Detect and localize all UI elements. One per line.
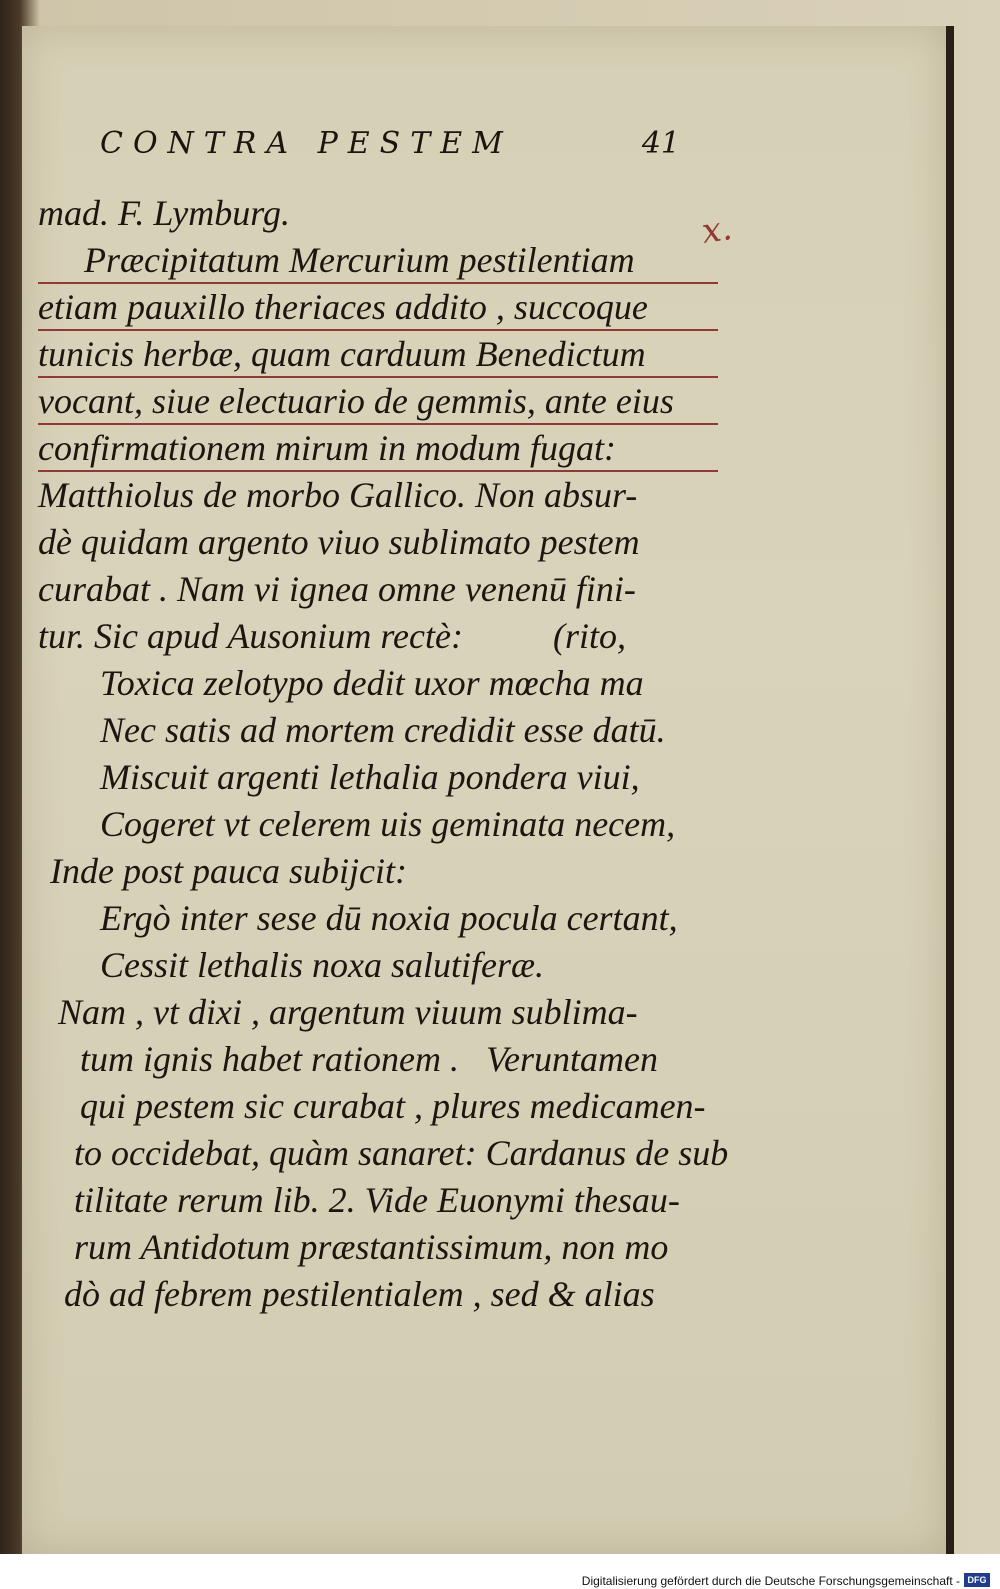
text-line-underlined: Præcipitatum Mercurium pestilentiam (38, 237, 718, 284)
text-line: Inde post pauca subijcit: (50, 851, 407, 891)
text-line: tum ignis habet rationem . Veruntamen (80, 1039, 658, 1079)
body-text (38, 190, 729, 1318)
text-line-underlined: etiam pauxillo theriaces addito , succoque (38, 284, 718, 331)
verse-line: Nec satis ad mortem credidit esse datū. (100, 710, 666, 750)
text-line: Matthiolus de morbo Gallico. Non absur- (38, 475, 638, 515)
page-header (100, 126, 680, 166)
text-line: Nam , vt dixi , argentum viuum sublima- (58, 992, 638, 1032)
handwritten-margin-note: x. (699, 208, 735, 252)
text-line: curabat . Nam vi ignea omne venenū fini- (38, 569, 636, 609)
running-head: CONTRA PESTEM (100, 126, 513, 161)
verse-line: Cogeret vt celerem uis geminata necem, (100, 804, 676, 844)
text-line: dò ad febrem pestilentialem , sed & alias (64, 1274, 655, 1314)
text-line: to occidebat, quàm sanaret: Cardanus de sub (74, 1133, 729, 1173)
text-line: dè quidam argento viuo sublimato pestem (38, 522, 640, 562)
text-line: qui pestem sic curabat , plures medicamen- (80, 1086, 706, 1126)
verse-line: Toxica zelotypo dedit uxor mœcha ma (100, 663, 644, 703)
dfg-logo: DFG (964, 1573, 990, 1587)
text-line: mad. F. Lymburg. (38, 193, 290, 233)
text-line-underlined: vocant, siue electuario de gemmis, ante eius (38, 378, 718, 425)
text-line: tilitate rerum lib. 2. Vide Euonymi thesau- (74, 1180, 680, 1220)
text-line: tur. Sic apud Ausonium rectè: (rito, (38, 616, 626, 656)
text-line: rum Antidotum præstantissimum, non mo (74, 1227, 669, 1267)
verse-line: Miscuit argenti lethalia pondera viui, (100, 757, 640, 797)
text-line-underlined: tunicis herbæ, quam carduum Benedictum (38, 331, 718, 378)
verse-line: Cessit lethalis noxa salutiferæ. (100, 945, 545, 985)
page-number: 41 (641, 126, 680, 161)
text-line-underlined: confirmationem mirum in modum fugat: (38, 425, 718, 472)
digitization-credit: Digitalisierung gefördert durch die Deutsche Forschungsgemeinschaft - (581, 1574, 960, 1588)
verse-line: Ergò inter sese dū noxia pocula certant, (100, 898, 678, 938)
